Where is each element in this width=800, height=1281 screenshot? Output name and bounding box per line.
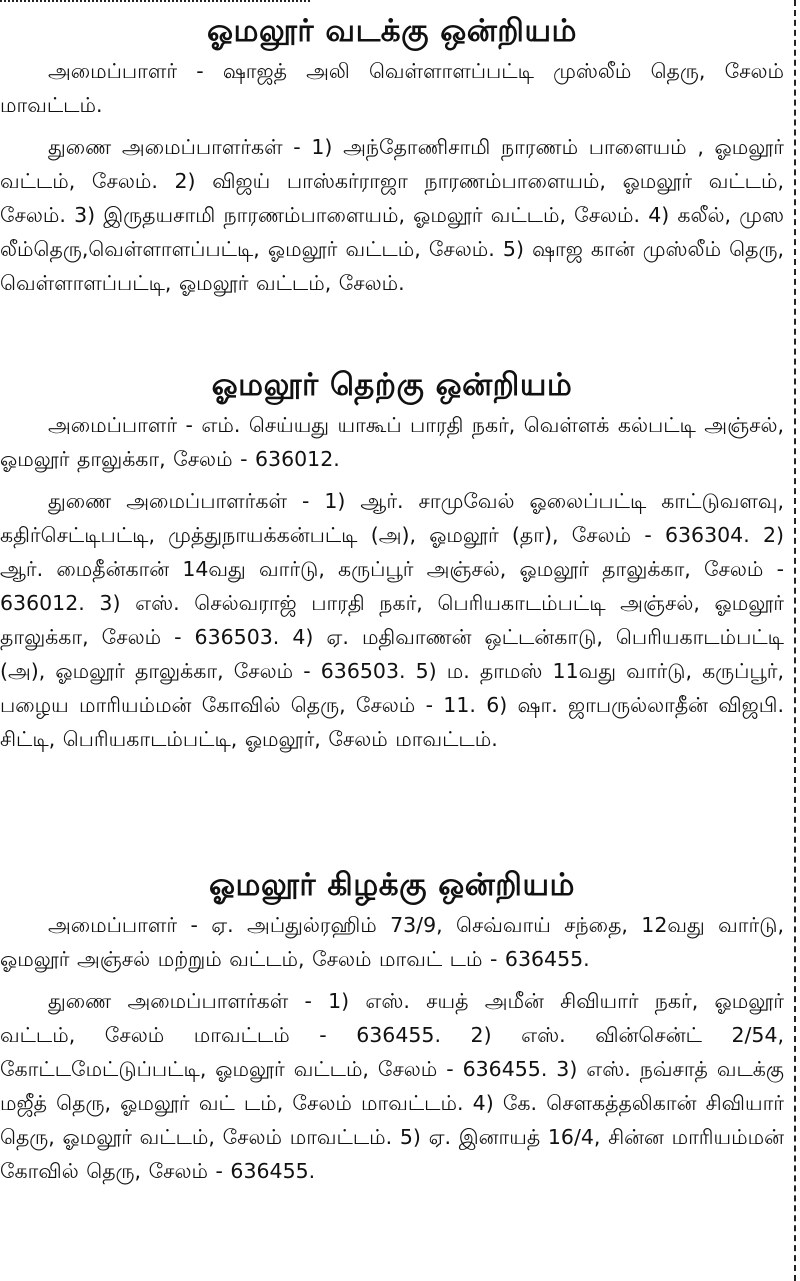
organizer-text: அமைப்பாளர் - ஏ. அப்துல்ரஹிம் 73/9, செவ்வாய் சந்தை, 12வது வார்டு, ஓமலூர் அஞ்சல் மற்றும் வட்டம், சேலம் மாவட் டம் - 636455. (0, 913, 784, 971)
deputies-text: துணை அமைப்பாளர்கள் - 1) எஸ். சயத் அமீன் சிவியார் நகர், ஓமலூர் வட்டம், சேலம் மாவட்டம் - 636455. 2) எஸ். வின்சென்ட் 2/54, கோட்டமேட்டுப்பட்டி, ஓமலூர் வட்டம், சேலம் - 636455. 3) எஸ். நவ்சாத் வடக்கு மஜீத் தெரு, ஓமலூர் வட் டம், சேலம் மாவட்டம். 4) கே. சௌகத்தலிகான் சிவியார் தெரு, ஓமலூர் வட்டம், சேலம் மாவட்டம். 5) ஏ. இனாயத் 16/4, சின்ன மாரியம்மன் கோவில் தெரு, சேலம் - 636455. (0, 989, 784, 1183)
deputies-text: துணை அமைப்பாளர்கள் - 1) அந்தோணிசாமி நாரணம் பாளையம் , ஓமலூர் வட்டம், சேலம். 2) விஜய் பாஸ்கர்ராஜா நாரணம்பாளையம், ஓமலூர் வட்டம், சேலம். 3) இருதயசாமி நாரணம்பாளையம், ஓமலூர் வட்டம், சேலம். 4) கலீல், முஸ லீம்தெரு,வெள்ளாளப்பட்டி, ஓமலூர் வட்டம், சேலம். 5) ஷாஜ கான் முஸ்லீம் தெரு, வெள்ளாளப்பட்டி, ஓமலூர் வட்டம், சேலம். (0, 135, 784, 295)
section-omalur-north (0, 8, 784, 300)
right-dashed-border (794, 0, 796, 1281)
top-dotted-rule (0, 0, 310, 4)
section-omalur-east (0, 862, 784, 1188)
section-omalur-south (0, 362, 784, 756)
section-heading: ஓமலூர் தெற்கு ஒன்றியம் (211, 367, 573, 403)
deputies-text: துணை அமைப்பாளர்கள் - 1) ஆர். சாமுவேல் ஓலைப்பட்டி காட்டுவளவு, கதிர்செட்டிபட்டி, முத்துநாயக்கன்பட்டி (அ), ஓமலூர் (தா), சேலம் - 636304. 2) ஆர். மைதீன்கான் 14வது வார்டு, கருப்பூர் அஞ்சல், ஓமலூர் தாலுக்கா, சேலம் - 636012. 3) எஸ். செல்வராஜ் பாரதி நகர், பெரியகாடம்பட்டி அஞ்சல், ஓமலூர் தாலுக்கா, சேலம் - 636503. 4) ஏ. மதிவாணன் ஒட்டன்காடு, பெரியகாடம்பட்டி (அ), ஓமலூர் தாலுக்கா, சேலம் - 636503. 5) ம. தாமஸ் 11வது வார்டு, கருப்பூர், பழைய மாரியம்மன் கோவில் தெரு, சேலம் - 11. 6) ஷா. ஜாபருல்லாதீன் விஜபி. சிட்டி, பெரியகாடம்பட்டி, ஓமலூர், சேலம் மாவட்டம். (0, 489, 784, 751)
organizer-text: அமைப்பாளர் - ஷாஜத் அலி வெள்ளாளப்பட்டி முஸ்லீம் தெரு, சேலம் மாவட்டம். (0, 59, 784, 117)
section-heading: ஓமலூர் வடக்கு ஒன்றியம் (207, 13, 577, 49)
section-heading: ஓமலூர் கிழக்கு ஒன்றியம் (209, 867, 575, 903)
organizer-text: அமைப்பாளர் - எம். செய்யது யாகூப் பாரதி நகர், வெள்ளக் கல்பட்டி அஞ்சல், ஓமலூர் தாலுக்கா, சேலம் - 636012. (0, 413, 784, 471)
